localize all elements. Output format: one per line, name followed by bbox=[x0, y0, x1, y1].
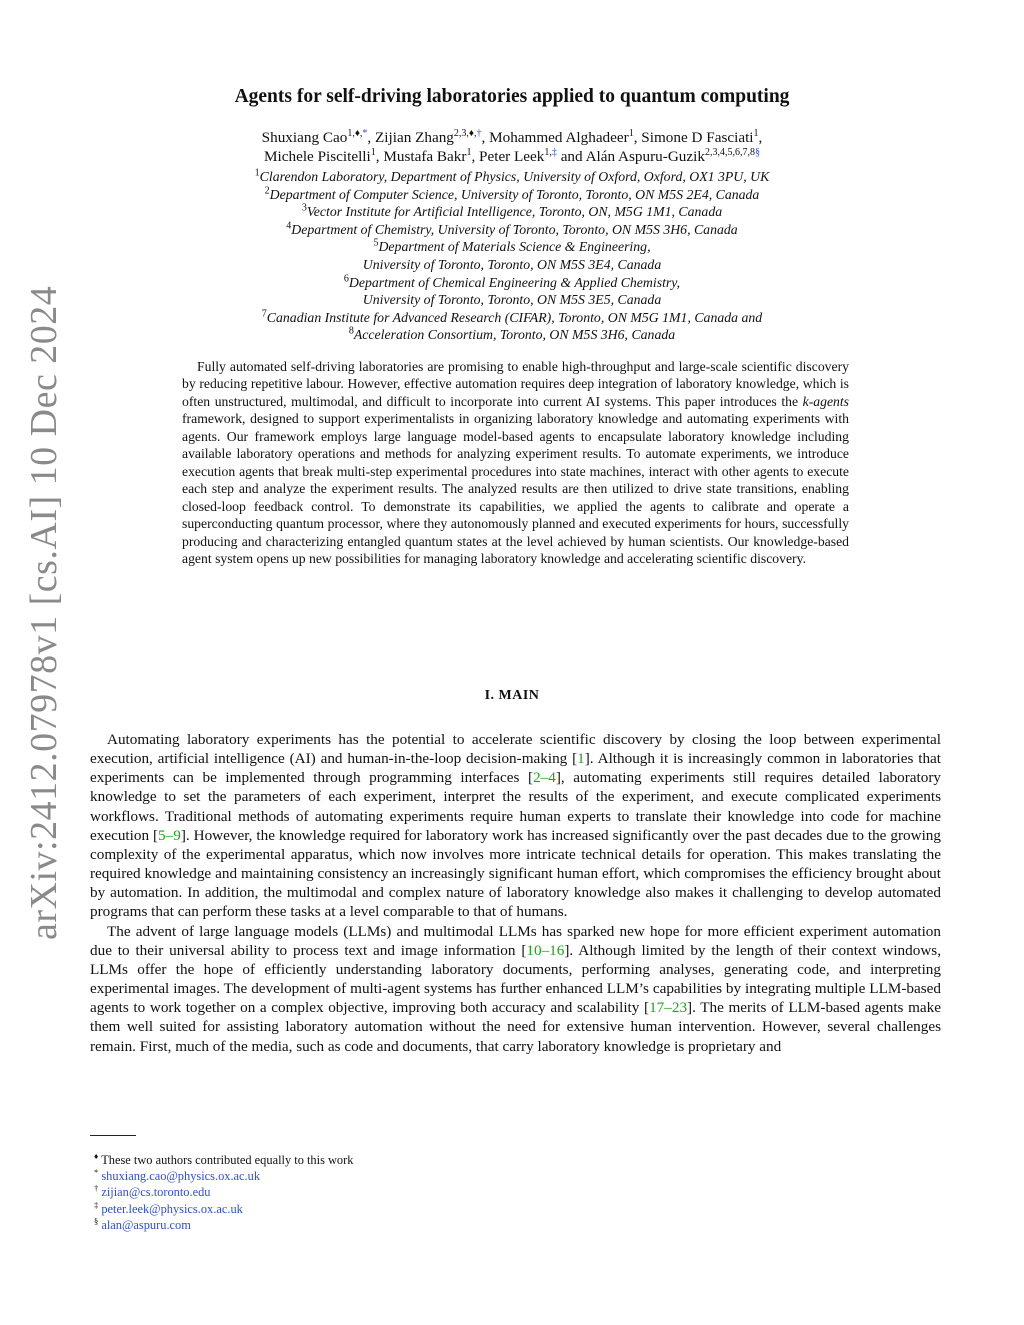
affiliation-text: Clarendon Laboratory, Department of Physics, University of Oxford, Oxford, OX1 3PU, UK bbox=[259, 169, 770, 184]
footnote-mark: † bbox=[94, 1183, 99, 1194]
author-email-link[interactable]: * bbox=[362, 127, 368, 139]
section-heading: I. MAIN bbox=[484, 688, 540, 703]
separator: , bbox=[367, 129, 376, 146]
citation-link[interactable]: 2–4 bbox=[533, 769, 556, 787]
email-link[interactable]: shuxiang.cao@physics.ox.ac.uk bbox=[101, 1169, 261, 1184]
abstract-text: framework, designed to support experimentalists in organizing laboratory knowledge and automating experiments with agents. Our framework employs large language model-based agents to encapsulate laboratory knowledge including available laboratory operations and methods for analyzing experiment results. To automate experiments, we introduce execution agents that break multi-step experimental procedures into state machines, interact with other agents to execute each step and analyze the experiment results. The analyzed results are then utilized to drive state transitions, enabling closed-loop feedback control. To demonstrate its capabilities, we applied the agents to calibrate and operate a superconducting quantum processor, where they autonomously planned and executed experiments for hours, successfully producing and characterizing entangled quantum states at the level achieved by human scientists. Our knowledge-based agent system opens up new possibilities for managing laboratory knowledge and accelerating scientific discovery. bbox=[182, 411, 849, 566]
author-affiliation-marker: 2,3,4,5,6,7,8 bbox=[704, 146, 755, 158]
footnote-email bbox=[94, 1184, 353, 1200]
footnote-divider bbox=[90, 1135, 136, 1136]
affiliation-number: 3 bbox=[301, 202, 307, 214]
footnote-text: These two authors contributed equally to this work bbox=[101, 1153, 354, 1167]
affiliation-text: Vector Institute for Artificial Intelligence, Toronto, ON, M5G 1M1, Canada bbox=[306, 204, 723, 220]
affiliation-number: 7 bbox=[261, 308, 267, 320]
author-affiliation-marker: 1,♦, bbox=[347, 127, 363, 139]
author-name: Michele Piscitelli bbox=[264, 148, 371, 165]
affiliation-number: 6 bbox=[343, 272, 349, 284]
affiliation-text: Department of Materials Science & Engineering, bbox=[378, 239, 651, 255]
author-affiliation-marker: 2,3,♦, bbox=[453, 127, 477, 139]
affiliation-text: Canadian Institute for Advanced Research (CIFAR), Toronto, ON M5G 1M1, Canada and bbox=[266, 309, 763, 325]
author-name: Mustafa Bakr bbox=[383, 148, 467, 165]
author-name: Simone D Fasciati bbox=[641, 129, 754, 146]
separator: , bbox=[375, 148, 384, 165]
author-email-link[interactable]: § bbox=[754, 146, 760, 158]
author-line-1 bbox=[150, 128, 874, 147]
footnotes bbox=[94, 1152, 353, 1233]
affiliation-continuation: University of Toronto, Toronto, ON M5S 3E5, Canada bbox=[362, 292, 662, 308]
email-link[interactable]: zijian@cs.toronto.edu bbox=[101, 1185, 211, 1200]
body-text: ]. However, the knowledge required for laboratory work has increased significantly over the past decades due to the growing complexity of the experimental apparatus, which now involves more intricate technical details for operation. This makes translating the required knowledge and maintaining consistency an increasingly significant human effort, which compromises the efficiency brought about by automation. In addition, the multimodal and complex nature of laboratory knowledge also makes it challenging to develop automated programs that can perform these tasks at a level comparable to that of humans. bbox=[90, 826, 941, 921]
author-affiliation-marker: 1 bbox=[370, 146, 376, 158]
affiliation-text: Acceleration Consortium, Toronto, ON M5S 3H6, Canada bbox=[353, 327, 676, 343]
author-affiliation-marker: 1 bbox=[753, 127, 759, 139]
footnote-mark: § bbox=[94, 1215, 99, 1226]
affiliation bbox=[150, 274, 874, 292]
arxiv-identifier: arXiv:2412.07978v1 [cs.AI] 10 Dec 2024 bbox=[23, 285, 65, 940]
author-line-2 bbox=[150, 147, 874, 166]
affiliation bbox=[150, 203, 874, 221]
author-name: Alán Aspuru-Guzik bbox=[585, 148, 705, 165]
body-text: The advent of large language models (LLMs) and multimodal LLMs has sparked new hope for more efficient experiment automation due to their universal ability to process text and image information [ bbox=[90, 922, 941, 959]
citation-link[interactable]: 17–23 bbox=[649, 999, 688, 1017]
separator: , bbox=[758, 129, 763, 146]
affiliation-number: 4 bbox=[286, 220, 292, 232]
author-affiliation-marker: 1 bbox=[628, 127, 634, 139]
affiliation bbox=[150, 309, 874, 327]
body-text: Automating laboratory experiments has the potential to accelerate scientific discovery by closing the loop between experimental execution, artificial intelligence (AI) and human-in-the-loop decision-making [ bbox=[90, 731, 941, 768]
body-text: ]. Although it is increasingly common in laboratories that experiments can be implemented through programming interfaces [ bbox=[90, 750, 942, 787]
affiliation bbox=[150, 168, 874, 186]
email-link[interactable]: alan@aspuru.com bbox=[101, 1217, 191, 1232]
body-text: ], automating experiments still requires detailed laboratory knowledge to set the parameters of each experiment, interpret the results of the experiment, and execute complicated experiments workflows. Traditional methods of automating experiments require human experts to translate their knowledge into code for machine execution [ bbox=[90, 769, 942, 844]
affiliation bbox=[150, 186, 874, 204]
affiliation bbox=[150, 326, 874, 344]
affiliation-list bbox=[150, 168, 874, 344]
separator: , bbox=[633, 129, 642, 146]
affiliation-text: Department of Chemical Engineering & Applied Chemistry, bbox=[348, 274, 681, 290]
affiliation-text: Department of Chemistry, University of Toronto, Toronto, ON M5S 3H6, Canada bbox=[291, 221, 738, 237]
author-email-link[interactable]: † bbox=[476, 127, 482, 139]
abstract bbox=[182, 358, 849, 567]
author-name: Shuxiang Cao bbox=[261, 129, 348, 146]
affiliation-number: 1 bbox=[254, 167, 260, 179]
body-paragraph bbox=[90, 730, 941, 922]
affiliation-number: 5 bbox=[373, 237, 379, 249]
paper-title: Agents for self-driving laboratories applied to quantum computing bbox=[234, 86, 790, 107]
abstract-paragraph bbox=[182, 358, 849, 567]
body-text: ]. Although limited by the length of their context windows, LLMs offer the hope of efficiently understanding laboratory documents, performing analyses, generating code, and interpreting experimental images. The development of multi-agent systems has further enhanced LLM’s capabilities by integrating multiple LLM-based agents to work together on a complex objective, improving both accuracy and scalability [ bbox=[90, 941, 942, 1017]
footnote-email bbox=[94, 1201, 353, 1217]
body-text: ]. The merits of LLM-based agents make them well suited for assisting laboratory automation without the need for extensive human intervention. However, several challenges remain. First, much of the media, such as code and documents, that carry laboratory knowledge is proprietary and bbox=[90, 999, 941, 1055]
separator: , bbox=[471, 148, 480, 165]
framework-name: k-agents bbox=[802, 393, 849, 409]
affiliation-number: 2 bbox=[264, 185, 270, 196]
affiliation-text: Department of Computer Science, University of Toronto, Toronto, ON M5S 2E4, Canada bbox=[269, 186, 760, 202]
footnote-mark: ♦ bbox=[94, 1150, 99, 1161]
separator: , bbox=[481, 129, 490, 146]
main-body bbox=[90, 730, 941, 1056]
body-paragraph bbox=[90, 922, 941, 1056]
author-list bbox=[150, 128, 874, 166]
footnote-email bbox=[94, 1217, 353, 1233]
footnote-equal-contribution bbox=[94, 1152, 353, 1168]
separator: and bbox=[556, 148, 586, 165]
author-name: Peter Leek bbox=[479, 148, 545, 165]
author-name: Mohammed Alghadeer bbox=[489, 129, 629, 146]
citation-link[interactable]: 10–16 bbox=[526, 941, 565, 959]
abstract-text: Fully automated self-driving laboratories are promising to enable high-throughput and large-scale scientific discovery by reducing repetitive labour. However, effective automation requires deep integration of laboratory knowledge, which is often unstructured, multimodal, and difficult to incorporate into current AI systems. This paper introduces the bbox=[182, 359, 849, 409]
author-affiliation-marker: 1, bbox=[544, 146, 552, 158]
citation-link[interactable]: 1 bbox=[577, 750, 585, 768]
affiliation bbox=[150, 238, 874, 256]
footnote-mark: * bbox=[94, 1167, 99, 1178]
email-link[interactable]: peter.leek@physics.ox.ac.uk bbox=[101, 1201, 243, 1216]
affiliation-number: 8 bbox=[348, 325, 354, 337]
footnote-mark: ‡ bbox=[94, 1199, 99, 1210]
author-email-link[interactable]: ‡ bbox=[551, 146, 557, 158]
footnote-email bbox=[94, 1168, 353, 1184]
affiliation-continuation: University of Toronto, Toronto, ON M5S 3E4, Canada bbox=[362, 256, 662, 272]
citation-link[interactable]: 5–9 bbox=[158, 826, 181, 844]
author-affiliation-marker: 1 bbox=[466, 146, 472, 158]
author-name: Zijian Zhang bbox=[375, 129, 454, 146]
affiliation bbox=[150, 221, 874, 239]
